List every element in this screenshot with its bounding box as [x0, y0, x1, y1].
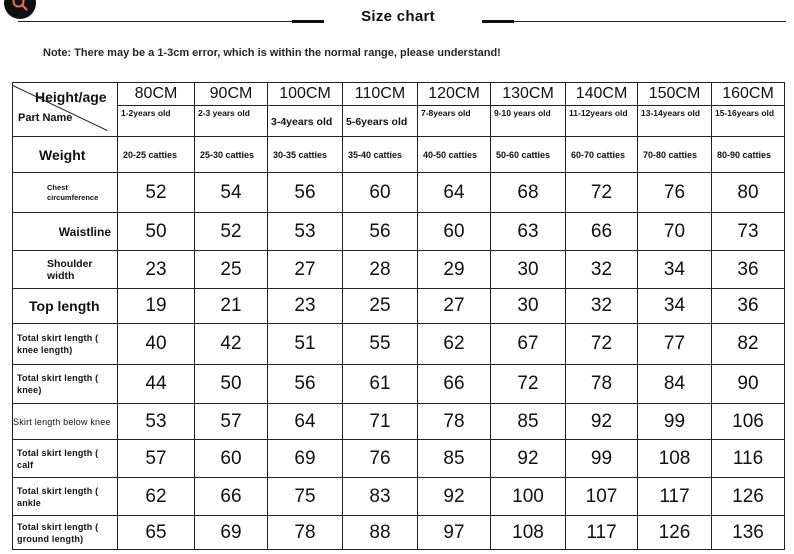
measure-cell: 56	[268, 365, 343, 404]
size-table	[12, 82, 785, 550]
title-rule-right-thick	[482, 20, 514, 23]
measure-cell: 71	[343, 404, 418, 440]
measure-cell: 78	[566, 365, 638, 404]
measure-cell: 75	[268, 478, 343, 516]
measure-cell: 70	[638, 213, 712, 251]
measure-cell: 44	[118, 365, 195, 404]
measure-cell: 83	[343, 478, 418, 516]
measure-cell: 52	[118, 173, 195, 213]
page-title: Size chart	[361, 8, 435, 25]
measure-cell: 67	[491, 324, 566, 365]
measure-cell: 19	[118, 289, 195, 324]
size-header-row	[13, 83, 785, 106]
search-icon-glyph	[11, 0, 29, 12]
measure-cell: 116	[712, 440, 785, 478]
weight-cell: 80-90 catties	[712, 137, 785, 173]
weight-cell: 40-50 catties	[418, 137, 491, 173]
row-label: Total skirt length ( ground length)	[13, 516, 118, 550]
title-rule-left-thin	[18, 21, 292, 22]
measure-cell: 92	[418, 478, 491, 516]
measure-cell: 62	[418, 324, 491, 365]
corner-part-name: Part Name	[18, 111, 73, 124]
weight-cell: 25-30 catties	[195, 137, 268, 173]
measure-cell: 34	[638, 251, 712, 289]
search-icon[interactable]	[4, 0, 36, 19]
age-cell: 11-12years old	[566, 106, 638, 137]
size-header-cell: 140CM	[566, 83, 638, 106]
measure-cell: 99	[566, 440, 638, 478]
measure-cell: 80	[712, 173, 785, 213]
size-header-cell: 80CM	[118, 83, 195, 106]
weight-cell: 70-80 catties	[638, 137, 712, 173]
measure-cell: 53	[268, 213, 343, 251]
measure-cell: 64	[268, 404, 343, 440]
table-row	[13, 289, 785, 324]
table-row	[13, 324, 785, 365]
measure-cell: 73	[712, 213, 785, 251]
size-header-cell: 90CM	[195, 83, 268, 106]
measure-cell: 68	[491, 173, 566, 213]
measure-cell: 78	[418, 404, 491, 440]
table-row	[13, 251, 785, 289]
row-label: Shoulder width	[13, 251, 118, 289]
measure-cell: 40	[118, 324, 195, 365]
measure-cell: 23	[118, 251, 195, 289]
size-header-cell: 160CM	[712, 83, 785, 106]
age-cell: 13-14years old	[638, 106, 712, 137]
measure-cell: 60	[343, 173, 418, 213]
weight-cell: 35-40 catties	[343, 137, 418, 173]
measure-cell: 100	[491, 478, 566, 516]
measure-cell: 53	[118, 404, 195, 440]
size-header-cell: 110CM	[343, 83, 418, 106]
age-cell: 15-16years old	[712, 106, 785, 137]
table-row	[13, 516, 785, 550]
measure-cell: 84	[638, 365, 712, 404]
row-label-weight: Weight	[13, 137, 118, 173]
size-header-cell: 100CM	[268, 83, 343, 106]
measure-cell: 51	[268, 324, 343, 365]
measure-cell: 92	[491, 440, 566, 478]
measure-cell: 65	[118, 516, 195, 550]
measure-cell: 66	[195, 478, 268, 516]
measure-cell: 69	[268, 440, 343, 478]
measure-cell: 60	[418, 213, 491, 251]
table-row	[13, 440, 785, 478]
measure-cell: 36	[712, 251, 785, 289]
measure-cell: 57	[118, 440, 195, 478]
measure-cell: 25	[343, 289, 418, 324]
corner-diagonal	[13, 85, 117, 135]
weight-cell: 30-35 catties	[268, 137, 343, 173]
measure-cell: 85	[491, 404, 566, 440]
measure-cell: 61	[343, 365, 418, 404]
age-row	[13, 106, 785, 137]
measure-cell: 90	[712, 365, 785, 404]
weight-row	[13, 137, 785, 173]
row-label: Total skirt length ( ankle	[13, 478, 118, 516]
measure-cell: 108	[638, 440, 712, 478]
measure-cell: 21	[195, 289, 268, 324]
measure-cell: 52	[195, 213, 268, 251]
weight-cell: 50-60 catties	[491, 137, 566, 173]
title-rule-right-thin	[514, 21, 786, 22]
measure-cell: 72	[566, 324, 638, 365]
measure-cell: 117	[566, 516, 638, 550]
measure-cell: 76	[343, 440, 418, 478]
measure-cell: 36	[712, 289, 785, 324]
age-cell: 9-10 years old	[491, 106, 566, 137]
measure-cell: 54	[195, 173, 268, 213]
measure-cell: 27	[418, 289, 491, 324]
title-rule-left-thick	[292, 20, 324, 23]
measure-cell: 62	[118, 478, 195, 516]
measure-cell: 85	[418, 440, 491, 478]
measure-cell: 56	[343, 213, 418, 251]
measure-cell: 76	[638, 173, 712, 213]
measure-cell: 32	[566, 251, 638, 289]
measure-cell: 32	[566, 289, 638, 324]
weight-cell: 60-70 catties	[566, 137, 638, 173]
age-cell: 5-6years old	[343, 106, 418, 137]
measure-cell: 23	[268, 289, 343, 324]
table-row	[13, 478, 785, 516]
size-header-cell: 130CM	[491, 83, 566, 106]
table-row	[13, 173, 785, 213]
measure-cell: 57	[195, 404, 268, 440]
measure-cell: 64	[418, 173, 491, 213]
measure-cell: 77	[638, 324, 712, 365]
measure-cell: 108	[491, 516, 566, 550]
weight-cell: 20-25 catties	[118, 137, 195, 173]
measure-cell: 72	[566, 173, 638, 213]
age-cell: 7-8years old	[418, 106, 491, 137]
row-label: Total skirt length ( knee length)	[13, 324, 118, 365]
row-label: Total skirt length ( calf	[13, 440, 118, 478]
measure-cell: 50	[195, 365, 268, 404]
corner-height-age: Height/age	[35, 88, 107, 105]
measure-cell: 28	[343, 251, 418, 289]
measure-cell: 27	[268, 251, 343, 289]
measure-cell: 29	[418, 251, 491, 289]
measure-cell: 117	[638, 478, 712, 516]
measure-cell: 99	[638, 404, 712, 440]
table-row	[13, 404, 785, 440]
age-cell: 3-4years old	[268, 106, 343, 137]
measure-cell: 69	[195, 516, 268, 550]
row-label: Total skirt length ( knee)	[13, 365, 118, 404]
measure-cell: 88	[343, 516, 418, 550]
table-row	[13, 213, 785, 251]
row-label: Top length	[13, 289, 118, 324]
measure-cell: 136	[712, 516, 785, 550]
row-label: Skirt length below knee	[13, 404, 118, 440]
measure-cell: 42	[195, 324, 268, 365]
measure-cell: 30	[491, 251, 566, 289]
measure-cell: 66	[418, 365, 491, 404]
size-note: Note: There may be a 1-3cm error, which is within the normal range, please understand!	[43, 47, 501, 59]
age-cell: 2-3 years old	[195, 106, 268, 137]
age-cell: 1-2years old	[118, 106, 195, 137]
measure-cell: 126	[712, 478, 785, 516]
measure-cell: 30	[491, 289, 566, 324]
measure-cell: 63	[491, 213, 566, 251]
measure-cell: 72	[491, 365, 566, 404]
measure-cell: 97	[418, 516, 491, 550]
measure-cell: 66	[566, 213, 638, 251]
measure-cell: 55	[343, 324, 418, 365]
measure-cell: 60	[195, 440, 268, 478]
measure-cell: 106	[712, 404, 785, 440]
measure-cell: 107	[566, 478, 638, 516]
corner-cell	[13, 83, 118, 137]
measure-cell: 78	[268, 516, 343, 550]
measure-cell: 92	[566, 404, 638, 440]
measure-cell: 56	[268, 173, 343, 213]
table-row	[13, 365, 785, 404]
size-header-cell: 150CM	[638, 83, 712, 106]
size-header-cell: 120CM	[418, 83, 491, 106]
row-label: Waistline	[13, 213, 118, 251]
row-label: Chest circumference	[13, 173, 118, 213]
measure-cell: 126	[638, 516, 712, 550]
measure-cell: 34	[638, 289, 712, 324]
measure-cell: 50	[118, 213, 195, 251]
measure-cell: 82	[712, 324, 785, 365]
measure-cell: 25	[195, 251, 268, 289]
